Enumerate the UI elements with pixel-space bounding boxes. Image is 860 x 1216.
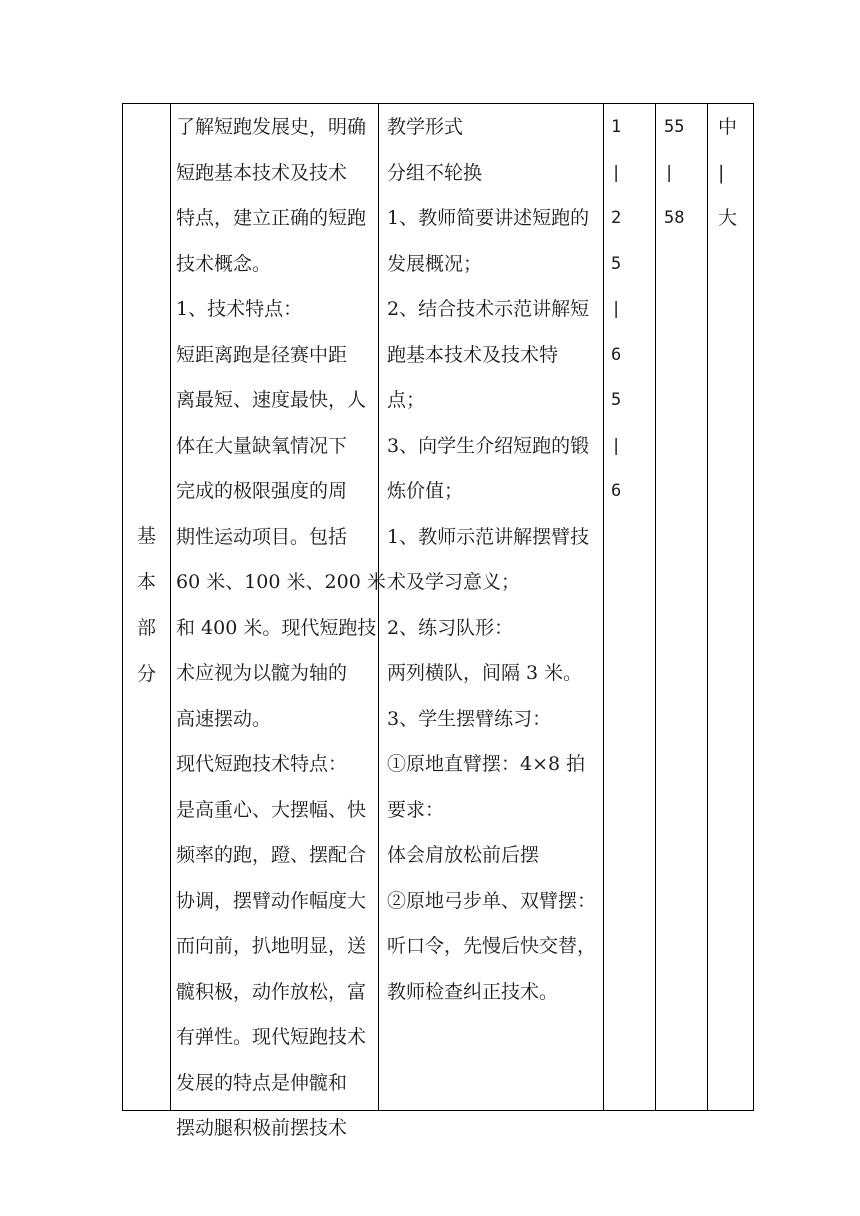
time-line: 5 <box>611 253 622 274</box>
content-line: 是高重心、大摆幅、快 <box>176 798 367 821</box>
teaching-method-cell <box>381 104 607 1110</box>
content-line: 协调，摆臂动作幅度大 <box>176 889 367 912</box>
content-line: 短跑基本技术及技术 <box>176 161 348 184</box>
time-line: 2 <box>611 208 622 228</box>
content-line: 特点，建立正确的短跑 <box>176 207 367 229</box>
content-line: 现代短跑技术特点： <box>176 753 348 775</box>
section-label-cell <box>123 104 170 1110</box>
content-line: 髋积极，动作放松，富 <box>176 980 367 1003</box>
method-line: ①原地直臂摆：4×8 拍 <box>387 753 586 775</box>
method-line: 体会肩放松前后摆 <box>387 844 540 866</box>
content-line: 短距离跑是径赛中距 <box>176 343 348 366</box>
content-line: 高速摆动。 <box>176 707 272 730</box>
content-line: 1、技术特点： <box>176 298 303 320</box>
content-line: 和 400 米。现代短跑技 <box>176 616 377 639</box>
intensity-line: 中 <box>718 116 738 138</box>
method-line: 听口令，先慢后快交替， <box>387 935 597 957</box>
time-line: | <box>611 162 622 183</box>
content-line: 完成的极限强度的周 <box>176 480 348 502</box>
content-line: 60 米、100 米、200 米 <box>176 571 386 593</box>
method-line: 跑基本技术及技术特 <box>387 343 559 366</box>
content-line: 体在大量缺氧情况下 <box>176 434 348 457</box>
time-line: 6 <box>611 481 622 501</box>
content-line: 而向前，扒地明显，送 <box>176 935 367 957</box>
content-line: 期性运动项目。包括 <box>176 525 348 548</box>
content-line: 离最短、速度最快，人 <box>176 389 367 411</box>
method-line: 教师检查纠正技术。 <box>387 980 559 1003</box>
intensity-line: | <box>718 161 725 184</box>
intensity-cell <box>709 104 764 1110</box>
method-line: 1、教师示范讲解摆臂技 <box>387 525 590 548</box>
method-line: 要求： <box>387 798 445 821</box>
repetition-line: 58 <box>664 208 685 228</box>
content-line: 了解短跑发展史，明确 <box>176 116 367 138</box>
method-line: 两列横队，间隔 3 米。 <box>387 662 583 684</box>
time-cell <box>606 104 661 1110</box>
method-line: 2、练习队形： <box>387 616 514 639</box>
teaching-content-cell <box>173 104 386 1139</box>
section-label-char: 基 <box>136 525 156 547</box>
method-line: 分组不轮换 <box>387 161 483 184</box>
content-line: 频率的跑，蹬、摆配合 <box>176 844 367 866</box>
time-line: 6 <box>611 344 622 365</box>
time-line: 5 <box>611 390 622 410</box>
content-line: 摆动腿积极前摆技术 <box>176 1117 348 1139</box>
method-line: 发展概况； <box>387 252 483 275</box>
method-line: 点； <box>387 389 426 411</box>
content-line: 术应视为以髋为轴的 <box>176 662 348 684</box>
repetition-line: 55 <box>664 117 685 137</box>
section-label-char: 部 <box>136 617 156 639</box>
time-line: | <box>611 435 622 456</box>
method-line: 3、学生摆臂练习： <box>387 707 552 730</box>
method-line: 炼价值； <box>387 480 464 502</box>
content-line: 技术概念。 <box>176 252 272 275</box>
time-line: 1 <box>611 117 622 137</box>
section-label-char: 分 <box>136 663 156 685</box>
intensity-line: 大 <box>718 207 738 229</box>
method-line: 术及学习意义； <box>387 571 521 593</box>
content-line: 有弹性。现代短跑技术 <box>176 1026 367 1048</box>
content-line: 发展的特点是伸髋和 <box>176 1071 348 1094</box>
method-line: 2、结合技术示范讲解短 <box>387 298 590 320</box>
method-line: 3、向学生介绍短跑的锻 <box>387 434 590 457</box>
section-label-char: 本 <box>136 571 156 593</box>
method-line: ②原地弓步单、双臂摆： <box>387 889 597 912</box>
lesson-plan-table <box>122 103 754 1139</box>
column-divider <box>170 104 171 1110</box>
time-line: | <box>611 299 622 319</box>
repetition-cell <box>657 104 716 1110</box>
method-line: 1、教师简要讲述短跑的 <box>387 207 590 229</box>
repetition-line: | <box>664 162 675 183</box>
method-line: 教学形式 <box>387 116 464 138</box>
